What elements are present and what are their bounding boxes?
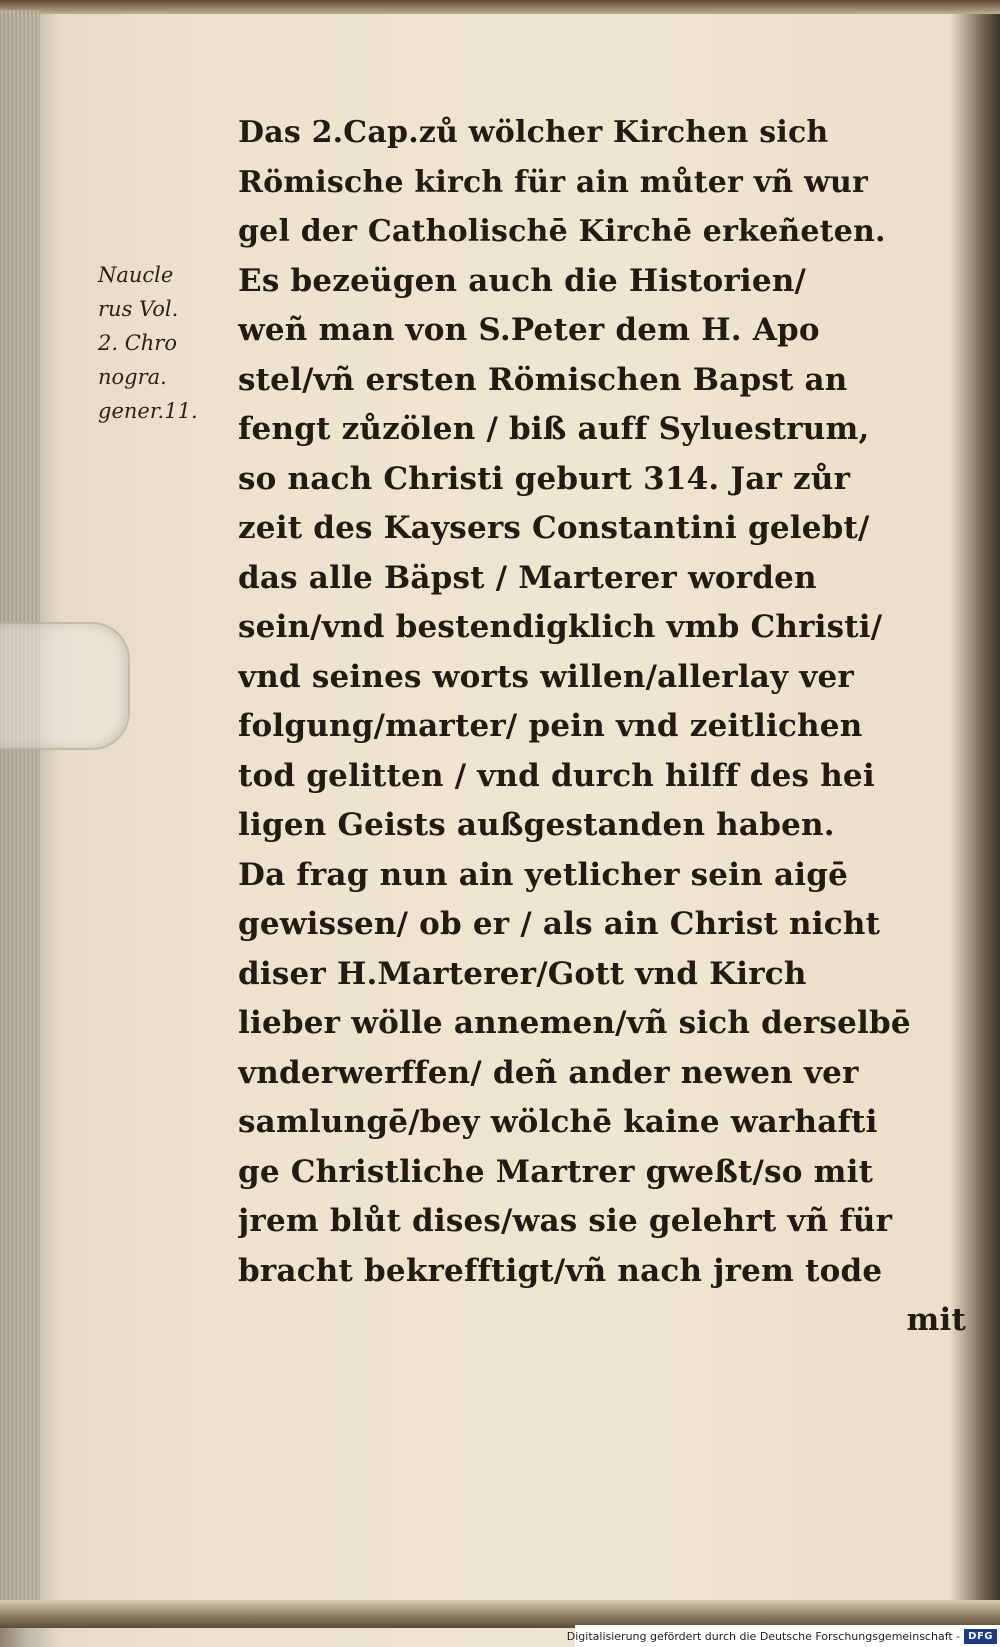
text-line: fengt zůzölen / biß auff Syluestrum, [238,411,870,447]
catchword: mit [906,1302,966,1338]
text-line: jrem blůt dises/was sie gelehrt vñ für [238,1203,893,1239]
text-line: ge Christliche Martrer gweßt/so mit [238,1153,874,1190]
text-line: vnd seines worts willen/allerlay ver [238,658,854,695]
text-line: stel/vñ ersten Römischen Bapst an [238,361,848,398]
text-line: das alle Bäpst / Marterer worden [238,559,817,596]
text-line: ligen Geists außgestanden haben. [238,807,835,843]
text-line: weñ man von S.Peter dem H. Apo [238,312,820,348]
text-line: tod gelitten / vnd durch hilff des hei [238,757,875,794]
text-line: Da frag nun ain yetlicher sein aigē [238,856,849,893]
margin-note-line: rus Vol. [98,297,179,321]
margin-note [98,258,226,428]
text-line: lieber wölle annemen/vñ sich derselbē [238,1005,911,1041]
text-line: folgung/marter/ pein vnd zeitlichen [238,708,863,744]
footer-bar [566,1625,1000,1647]
margin-note-line: gener.11. [98,399,198,423]
margin-note-line: nogra. [98,365,167,389]
book-top-edge [0,0,1000,14]
text-line: so nach Christi geburt 314. Jar zůr [238,460,851,497]
margin-note-line: 2. Chro [98,331,177,355]
text-line: bracht bekrefftigt/vñ nach jrem tode [238,1252,883,1289]
chapter-heading-line: gel der Catholischē Kirchē erkeñeten. [238,214,886,249]
text-line: sein/vnd bestendigklich vmb Christi/ [238,609,883,645]
page-clip [0,622,130,750]
text-line: gewissen/ ob er / als ain Christ nicht [238,906,881,942]
footer-credit-text: Digitalisierung gefördert durch die Deutsche Forschungsgemeinschaft - [566,1629,961,1643]
page-stack-edge [0,10,40,1610]
text-line: samlungē/bey wölchē kaine warhafti [238,1104,878,1140]
margin-note-line: Naucle [98,263,174,287]
text-line: vnderwerffen/ deñ ander newen ver [238,1054,859,1091]
text-line: diser H.Marterer/Gott vnd Kirch [238,955,807,992]
book-bottom-edge [0,1600,1000,1628]
chapter-heading-line: Römische kirch für ain můter vñ wur [238,164,869,200]
main-text-block [238,108,968,1346]
chapter-heading-line: Das 2.Cap.zů wölcher Kirchen sich [238,115,829,150]
dfg-logo: DFG [964,1629,997,1644]
text-line: zeit des Kaysers Constantini gelebt/ [238,510,870,546]
text-line: Es bezeügen auch die Historien/ [238,262,807,299]
